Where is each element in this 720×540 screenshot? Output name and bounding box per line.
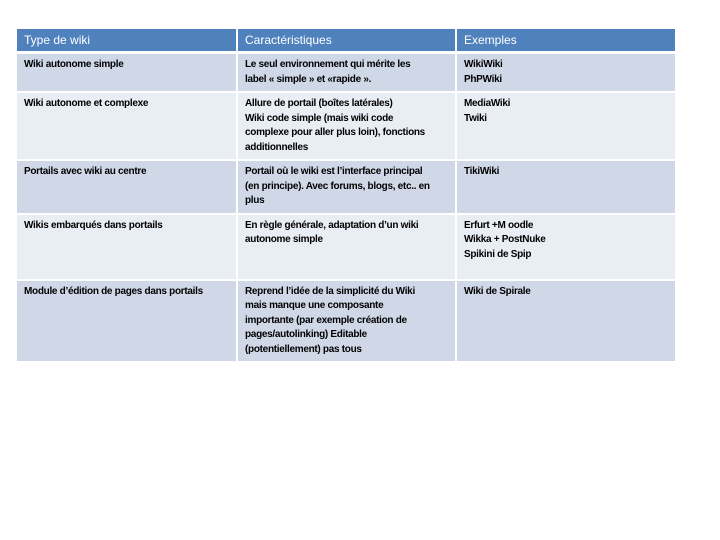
type-text: Portails avec wiki au centre: [24, 166, 147, 177]
cell-characteristics: [237, 280, 456, 363]
cell-characteristics: [237, 53, 456, 93]
example-item: Wiki de Spirale: [464, 285, 531, 297]
characteristics-line: (en principe). Avec forums, blogs, etc.. en: [245, 180, 430, 192]
cell-examples: [456, 214, 675, 280]
cell-characteristics: [237, 160, 456, 214]
table-row: [17, 92, 675, 160]
characteristics-line: Reprend l’idée de la simplicité du Wiki: [245, 285, 415, 297]
example-item: PhPWiki: [464, 73, 502, 85]
characteristics-line: Le seul environnement qui mérite les: [245, 59, 411, 70]
cell-examples: [456, 92, 675, 160]
cell-type: [17, 214, 237, 280]
header-examples: Exemples: [456, 29, 675, 53]
characteristics-line: Wiki code simple (mais wiki code: [245, 112, 394, 124]
type-text: Wiki autonome et complexe: [24, 98, 149, 109]
cell-type: [17, 53, 237, 93]
characteristics-line: pages/autolinking) Editable: [245, 329, 367, 340]
cell-examples: [456, 53, 675, 93]
type-text: Wiki autonome simple: [24, 59, 124, 70]
characteristics-line: label « simple » et «rapide ».: [245, 73, 372, 85]
characteristics-line: (potentiellement) pas tous: [245, 343, 362, 355]
characteristics-line: additionnelles: [245, 141, 309, 153]
example-item: TikiWiki: [464, 166, 500, 177]
table-row: [17, 160, 675, 214]
cell-type: [17, 160, 237, 214]
example-item: Erfurt +M oodle: [464, 219, 534, 231]
example-item: Wikka + PostNuke: [464, 234, 546, 245]
wiki-types-table: [17, 29, 675, 363]
header-type: Type de wiki: [17, 29, 237, 53]
example-item: MediaWiki: [464, 98, 511, 109]
cell-characteristics: [237, 92, 456, 160]
cell-type: [17, 280, 237, 363]
characteristics-line: importante (par exemple création de: [245, 314, 407, 326]
characteristics-line: plus: [245, 195, 265, 206]
table-header-row: [17, 29, 675, 53]
type-text: Module d’édition de pages dans portails: [24, 285, 203, 297]
characteristics-line: Allure de portail (boîtes latérales): [245, 98, 393, 109]
example-item: WikiWiki: [464, 59, 503, 70]
cell-examples: [456, 280, 675, 363]
example-item: Spikini de Spip: [464, 248, 532, 260]
cell-characteristics: [237, 214, 456, 280]
table-row: [17, 214, 675, 280]
characteristics-line: En règle générale, adaptation d’un wiki: [245, 219, 419, 231]
cell-type: [17, 92, 237, 160]
characteristics-line: Portail où le wiki est l’interface principal: [245, 166, 423, 177]
characteristics-line: autonome simple: [245, 234, 323, 245]
type-text: Wikis embarqués dans portails: [24, 219, 163, 231]
example-item: Twiki: [464, 112, 487, 124]
table-row: [17, 280, 675, 363]
characteristics-line: complexe pour aller plus loin), fonctions: [245, 127, 425, 138]
characteristics-line: mais manque une composante: [245, 300, 384, 311]
cell-examples: [456, 160, 675, 214]
header-characteristics: Caractéristiques: [237, 29, 456, 53]
table-row: [17, 53, 675, 93]
